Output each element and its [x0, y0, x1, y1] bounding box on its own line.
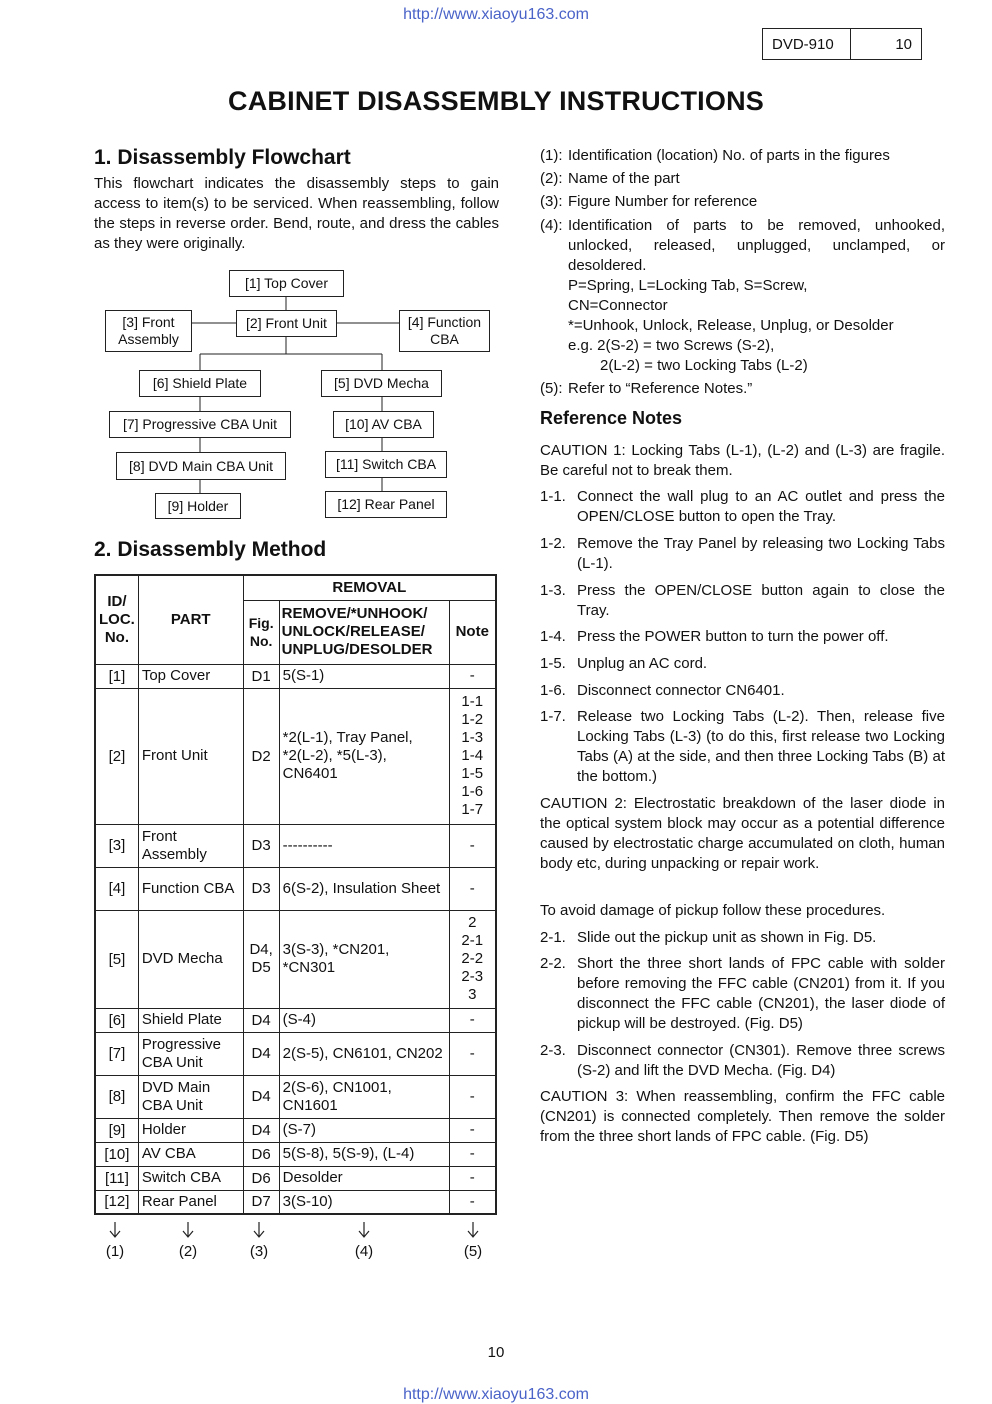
cell-note: - — [449, 664, 496, 688]
step-text: Disconnect connector (CN301). Remove three screws (S-2) and lift the DVD Mecha. (Fig. D4) — [577, 1042, 945, 1079]
cell-id: [8] — [95, 1075, 138, 1118]
flow-rear-panel: [12] Rear Panel — [325, 491, 447, 518]
cell-fig: D4, D5 — [243, 910, 279, 1008]
cell-fig: D7 — [243, 1190, 279, 1214]
arrow-down-icon — [357, 1222, 371, 1240]
list-item — [540, 1041, 945, 1081]
legend-text: P=Spring, L=Locking Tab, S=Screw, — [568, 277, 808, 294]
cell-part: Switch CBA — [138, 1166, 243, 1190]
cell-part: AV CBA — [138, 1142, 243, 1166]
flow-shield-plate: [6] Shield Plate — [139, 370, 261, 397]
step-key: 1-6. — [540, 682, 566, 699]
cell-remove: (S-4) — [279, 1008, 449, 1032]
legend-text: Identification (location) No. of parts in the figures — [568, 147, 890, 164]
legend-text: 2(L-2) = two Locking Tabs (L-2) — [600, 357, 808, 374]
cell-fig: D4 — [243, 1118, 279, 1142]
table-row — [95, 664, 496, 688]
list-item — [540, 707, 945, 787]
avoid-damage-note: To avoid damage of pickup follow these procedures. — [540, 902, 886, 919]
step-key: 2-3. — [540, 1042, 566, 1059]
flow-av-cba: [10] AV CBA — [333, 411, 434, 438]
step-text: Press the OPEN/CLOSE button again to close the Tray. — [577, 582, 945, 619]
cell-note: - — [449, 867, 496, 910]
cell-fig: D4 — [243, 1008, 279, 1032]
list-item — [540, 928, 945, 948]
cell-remove: 5(S-8), 5(S-9), (L-4) — [279, 1142, 449, 1166]
cell-part: Top Cover — [138, 664, 243, 688]
col-header-removal: REMOVAL — [243, 575, 496, 600]
cell-fig: D1 — [243, 664, 279, 688]
legend-text: Figure Number for reference — [568, 193, 758, 210]
column-label-1: (1) — [105, 1243, 125, 1260]
cell-fig: D3 — [243, 867, 279, 910]
cell-note: - — [449, 1075, 496, 1118]
flow-holder: [9] Holder — [155, 493, 241, 519]
list-item — [540, 487, 945, 527]
step-key: 1-2. — [540, 535, 566, 552]
list-item — [540, 534, 945, 574]
legend-key: (1): — [540, 147, 563, 164]
arrow-down-icon — [181, 1222, 195, 1240]
cell-remove: 6(S-2), Insulation Sheet — [279, 867, 449, 910]
col-header-remove: REMOVE/*UNHOOK/ UNLOCK/RELEASE/ UNPLUG/DESOLDER — [279, 600, 449, 664]
flow-progressive-cba: [7] Progressive CBA Unit — [109, 411, 291, 438]
cell-id: [9] — [95, 1118, 138, 1142]
legend-text: Refer to “Reference Notes.” — [568, 380, 753, 397]
step-text: Connect the wall plug to an AC outlet and press the OPEN/CLOSE button to open the Tray. — [577, 488, 945, 525]
col-header-fig: Fig. No. — [243, 600, 279, 664]
step-key: 1-3. — [540, 582, 566, 599]
page-title: CABINET DISASSEMBLY INSTRUCTIONS — [228, 86, 764, 116]
flow-front-unit: [2] Front Unit — [236, 310, 337, 337]
caution-2: CAUTION 2: Electrostatic breakdown of the laser diode in the optical system block may occur as a potential difference caused by electrostatic charge accumulated on cloth, human body etc, during unpacking or repair work. — [540, 795, 945, 872]
arrow-down-icon — [252, 1222, 266, 1240]
legend-item — [540, 169, 945, 189]
cell-part: Front Assembly — [138, 824, 243, 867]
cell-note: - — [449, 1142, 496, 1166]
table-row — [95, 1166, 496, 1190]
legend-item — [540, 379, 945, 399]
step-text: Slide out the pickup unit as shown in Fig. D5. — [577, 929, 877, 946]
cell-note: - — [449, 1032, 496, 1075]
table-row — [95, 910, 496, 1008]
legend-text: Identification of parts to be removed, unhooked, unlocked, released, unplugged, unclamped, or desoldered. — [568, 217, 945, 274]
table-row — [95, 1032, 496, 1075]
disassembly-table — [94, 574, 497, 1215]
arrow-down-icon — [108, 1222, 122, 1240]
flow-dvd-main-cba: [8] DVD Main CBA Unit — [116, 452, 286, 480]
cell-part: DVD Main CBA Unit — [138, 1075, 243, 1118]
flow-front-assembly: [3] Front Assembly — [105, 310, 192, 352]
cell-id: [3] — [95, 824, 138, 867]
header-page-number: 10 — [895, 35, 912, 53]
cell-remove: ---------- — [279, 824, 449, 867]
col-header-id: ID/ LOC. No. — [95, 575, 138, 664]
cell-remove: 3(S-10) — [279, 1190, 449, 1214]
cell-remove: *2(L-1), Tray Panel, *2(L-2), *5(L-3), CN6401 — [279, 688, 449, 824]
table-row — [95, 867, 496, 910]
cell-fig: D2 — [243, 688, 279, 824]
cell-id: [10] — [95, 1142, 138, 1166]
step-text: Unplug an AC cord. — [577, 655, 708, 672]
cell-part: Shield Plate — [138, 1008, 243, 1032]
cell-remove: 2(S-5), CN6101, CN202 — [279, 1032, 449, 1075]
step-text: Remove the Tray Panel by releasing two Locking Tabs (L-1). — [577, 535, 945, 572]
step-key: 1-5. — [540, 655, 566, 672]
legend-key: (3): — [540, 193, 563, 210]
cell-remove: Desolder — [279, 1166, 449, 1190]
step-text: Short the three short lands of FPC cable with solder before removing the FFC cable (CN201) from it. If you disconnect the FFC cable (CN201), the laser diode of pickup will be destroyed. (Fig. D5) — [577, 955, 945, 1032]
cell-note: - — [449, 1008, 496, 1032]
cell-id: [11] — [95, 1166, 138, 1190]
col-header-note: Note — [449, 600, 496, 664]
cell-id: [7] — [95, 1032, 138, 1075]
table-row — [95, 1118, 496, 1142]
cell-id: [4] — [95, 867, 138, 910]
table-row — [95, 1190, 496, 1214]
cell-id: [1] — [95, 664, 138, 688]
list-item — [540, 654, 945, 674]
flow-function-cba: [4] Function CBA — [399, 310, 490, 352]
column-label-4: (4) — [354, 1243, 374, 1260]
flowchart-intro: This flowchart indicates the disassembly steps to gain access to item(s) to be serviced. When reassembling, follow the steps in reverse order. Bend, route, and dress the cables as they were originally. — [94, 175, 499, 252]
cell-part: Front Unit — [138, 688, 243, 824]
cell-note: - — [449, 824, 496, 867]
cell-fig: D6 — [243, 1166, 279, 1190]
header-url[interactable]: http://www.xiaoyu163.com — [403, 6, 589, 23]
step-key: 1-1. — [540, 488, 566, 505]
cell-id: [12] — [95, 1190, 138, 1214]
caution-1: CAUTION 1: Locking Tabs (L-1), (L-2) and (L-3) are fragile. Be careful not to break them. — [540, 442, 945, 479]
cell-id: [6] — [95, 1008, 138, 1032]
cell-id: [5] — [95, 910, 138, 1008]
column-label-3: (3) — [249, 1243, 269, 1260]
step-key: 2-2. — [540, 955, 566, 972]
step-key: 1-7. — [540, 708, 566, 725]
page-number: 10 — [487, 1344, 505, 1361]
cell-part: Rear Panel — [138, 1190, 243, 1214]
cell-note: - — [449, 1118, 496, 1142]
footer-url[interactable]: http://www.xiaoyu163.com — [403, 1386, 589, 1403]
step-key: 1-4. — [540, 628, 566, 645]
legend-key: (2): — [540, 170, 563, 187]
cell-note: 2 2-1 2-2 2-3 3 — [449, 910, 496, 1008]
cell-note: - — [449, 1190, 496, 1214]
list-item — [540, 581, 945, 621]
cell-note: - — [449, 1166, 496, 1190]
cell-remove: 2(S-6), CN1001, CN1601 — [279, 1075, 449, 1118]
legend-text: Name of the part — [568, 170, 680, 187]
method-heading: 2. Disassembly Method — [94, 538, 327, 561]
legend-text: CN=Connector — [568, 297, 668, 314]
flow-dvd-mecha: [5] DVD Mecha — [321, 370, 442, 397]
column-label-5: (5) — [463, 1243, 483, 1260]
cell-part: DVD Mecha — [138, 910, 243, 1008]
table-row — [95, 688, 496, 824]
legend-key: (5): — [540, 380, 563, 397]
cell-part: Progressive CBA Unit — [138, 1032, 243, 1075]
cell-fig: D6 — [243, 1142, 279, 1166]
legend-text: e.g. 2(S-2) = two Screws (S-2), — [568, 337, 775, 354]
table-row — [95, 1008, 496, 1032]
list-item — [540, 681, 945, 701]
cell-fig: D3 — [243, 824, 279, 867]
step-key: 2-1. — [540, 929, 566, 946]
cell-remove: (S-7) — [279, 1118, 449, 1142]
table-row — [95, 1142, 496, 1166]
caution-3: CAUTION 3: When reassembling, confirm the FFC cable (CN201) is connected completely. Then remove the solder from the three short lands of FPC cable. (Fig. D5) — [540, 1088, 945, 1145]
column-label-2: (2) — [178, 1243, 198, 1260]
cell-remove: 5(S-1) — [279, 664, 449, 688]
cell-part: Holder — [138, 1118, 243, 1142]
model-number: DVD-910 — [763, 29, 851, 59]
cell-id: [2] — [95, 688, 138, 824]
legend-key: (4): — [540, 217, 563, 234]
step-text: Press the POWER button to turn the power off. — [577, 628, 889, 645]
reference-notes-heading: Reference Notes — [540, 408, 683, 428]
cell-part: Function CBA — [138, 867, 243, 910]
legend-item — [540, 192, 945, 212]
flow-switch-cba: [11] Switch CBA — [325, 451, 447, 478]
cell-note: 1-1 1-2 1-3 1-4 1-5 1-6 1-7 — [449, 688, 496, 824]
table-row — [95, 1075, 496, 1118]
cell-remove: 3(S-3), *CN201, *CN301 — [279, 910, 449, 1008]
legend-item — [540, 216, 945, 376]
cell-fig: D4 — [243, 1032, 279, 1075]
list-item — [540, 954, 945, 1034]
table-row — [95, 824, 496, 867]
legend-text: *=Unhook, Unlock, Release, Unplug, or Desolder — [568, 317, 894, 334]
step-text: Release two Locking Tabs (L-2). Then, release five Locking Tabs (L-3) (to do this, first release two Locking Tabs (A) at the side, and then three Locking Tabs (B) at the bottom.) — [577, 708, 945, 785]
arrow-down-icon — [466, 1222, 480, 1240]
legend-item — [540, 146, 945, 166]
step-text: Disconnect connector CN6401. — [577, 682, 785, 699]
col-header-part: PART — [138, 575, 243, 664]
cell-fig: D4 — [243, 1075, 279, 1118]
flow-top-cover: [1] Top Cover — [229, 270, 344, 297]
list-item — [540, 627, 945, 647]
flowchart-heading: 1. Disassembly Flowchart — [94, 146, 351, 169]
